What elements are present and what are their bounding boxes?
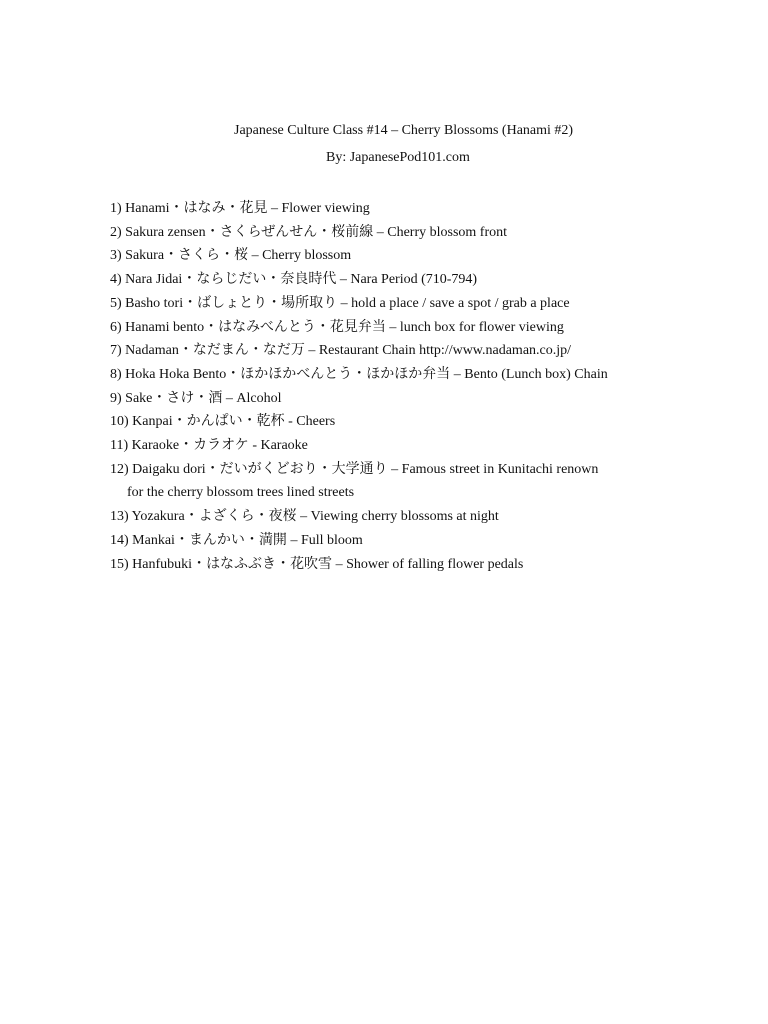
vocab-item: 3) Sakura・さくら・桜 – Cherry blossom <box>110 248 352 264</box>
vocab-number: 14) <box>110 532 129 548</box>
vocab-romaji: Hoka Hoka Bento <box>125 366 227 382</box>
vocab-kana: さくら <box>178 248 221 264</box>
vocab-number: 10) <box>110 414 129 430</box>
vocab-kana: だいがくどおり <box>219 461 318 477</box>
vocab-kana: よざくら <box>198 509 255 525</box>
vocab-kana: はなみべんとう <box>218 319 316 335</box>
vocab-kanji: 場所取り <box>281 295 338 311</box>
vocab-kana: ばしょとり <box>197 295 268 311</box>
vocab-number: 1) <box>110 201 122 216</box>
vocab-list <box>110 197 710 576</box>
vocab-kanji: 桜 <box>234 248 249 264</box>
vocab-item: 6) Hanami bento・はなみべんとう・花見弁当 – lunch box for flower viewing <box>110 319 564 335</box>
vocab-romaji: Basho tori <box>125 295 184 311</box>
vocab-separator: – <box>225 390 233 406</box>
vocab-meaning: Viewing cherry blossoms at night <box>310 509 499 525</box>
vocab-meaning-continuation: for the cherry blossom trees lined streets <box>127 485 355 501</box>
vocab-number: 13) <box>110 509 129 525</box>
vocab-meaning: hold a place / save a spot / grab a place <box>351 295 570 311</box>
vocab-kanji: 大学通り <box>331 461 388 477</box>
vocab-number: 9) <box>110 390 122 406</box>
vocab-kanji: 桜前線 <box>331 224 374 240</box>
vocab-meaning: Flower viewing <box>281 201 370 216</box>
vocab-number: 3) <box>110 248 122 264</box>
vocab-meaning: Full bloom <box>300 532 363 548</box>
vocab-romaji: Mankai <box>132 532 175 548</box>
vocab-separator: – <box>376 224 384 240</box>
vocab-meaning: Bento (Lunch box) Chain <box>464 366 608 382</box>
vocab-meaning: Restaurant Chain http://www.nadaman.co.jp/ <box>318 343 572 359</box>
vocab-separator: – <box>340 295 348 311</box>
vocab-kanji: 花吹雪 <box>290 556 333 572</box>
vocab-separator: – <box>271 201 278 216</box>
vocab-romaji: Sake <box>125 390 153 406</box>
vocab-romaji: Hanfubuki <box>132 556 193 572</box>
vocab-romaji: Hanami bento <box>125 319 205 335</box>
vocab-meaning: Nara Period (710-794) <box>350 272 478 288</box>
vocab-item: 4) Nara Jidai・ならじだい・奈良時代 – Nara Period (710-794) <box>110 272 478 288</box>
vocab-kanji: 満開 <box>258 532 287 548</box>
document-byline: By: JapanesePod101.com <box>326 150 470 165</box>
vocab-number: 6) <box>110 319 122 335</box>
vocab-item: 8) Hoka Hoka Bento・ほかほかべんとう・ほかほか弁当 – Bento (Lunch box) Chain <box>110 366 608 382</box>
vocab-kanji: 乾杯 <box>256 414 285 430</box>
vocab-separator: - <box>252 438 257 454</box>
vocab-meaning: Famous street in Kunitachi renown <box>401 461 599 477</box>
vocab-item: 13) Yozakura・よざくら・夜桜 – Viewing cherry blossoms at night <box>110 509 499 525</box>
vocab-item: 12) Daigaku dori・だいがくどおり・大学通り – Famous street in Kunitachi renown for the cherry blossom trees lined streets <box>110 458 710 505</box>
vocab-meaning: Cherry blossom <box>262 248 352 264</box>
vocab-kana: はなみ <box>183 201 226 216</box>
vocab-romaji: Daigaku dori <box>132 461 206 477</box>
vocab-kanji: 奈良時代 <box>280 272 337 288</box>
vocab-item: 7) Nadaman・なだまん・なだ万 – Restaurant Chain http://www.nadaman.co.jp/ <box>110 343 572 359</box>
vocab-separator: – <box>335 556 343 572</box>
vocab-item: 14) Mankai・まんかい・満開 – Full bloom <box>110 532 363 548</box>
vocab-meaning: lunch box for flower viewing <box>399 319 564 335</box>
vocab-romaji: Nadaman <box>125 343 179 359</box>
vocab-kanji: ほかほか弁当 <box>366 366 451 382</box>
vocab-number: 7) <box>110 343 122 359</box>
vocab-romaji: Sakura zensen <box>125 224 206 240</box>
vocab-separator: – <box>290 532 298 548</box>
vocab-number: 5) <box>110 295 122 311</box>
vocab-separator: – <box>339 272 347 288</box>
vocab-separator: – <box>389 319 397 335</box>
vocab-number: 12) <box>110 461 129 477</box>
vocab-kanji: 酒 <box>208 390 223 406</box>
vocab-kanji: 花見 <box>239 201 268 216</box>
vocab-item: 5) Basho tori・ばしょとり・場所取り – hold a place / save a spot / grab a place <box>110 295 570 311</box>
vocab-number: 15) <box>110 556 129 572</box>
vocab-meaning: Alcohol <box>236 390 282 406</box>
vocab-item: 2) Sakura zensen・さくらぜんせん・桜前線 – Cherry blossom front <box>110 224 507 240</box>
document-title: Japanese Culture Class #14 – Cherry Blossoms (Hanami #2) <box>234 123 574 138</box>
vocab-meaning: Shower of falling flower pedals <box>346 556 524 572</box>
vocab-romaji: Yozakura <box>131 509 185 525</box>
vocab-kanji: 花見弁当 <box>329 319 386 335</box>
vocab-number: 11) <box>110 438 129 454</box>
vocab-separator: – <box>251 248 259 264</box>
vocab-number: 4) <box>110 272 122 288</box>
vocab-meaning: Karaoke <box>260 438 308 454</box>
vocab-separator: - <box>288 414 293 430</box>
vocab-kana: ならじだい <box>196 272 267 288</box>
vocab-romaji: Kanpai <box>132 414 173 430</box>
vocab-item: 11) Karaoke・カラオケ - Karaoke <box>110 438 308 454</box>
vocab-romaji: Hanami <box>125 201 170 216</box>
vocab-kana: まんかい <box>188 532 245 548</box>
vocab-kana: ほかほかべんとう <box>240 366 353 382</box>
vocab-romaji: Sakura <box>125 248 165 264</box>
vocab-item: 10) Kanpai・かんぱい・乾杯 - Cheers <box>110 414 336 430</box>
vocab-kanji: なだ万 <box>262 343 305 359</box>
vocab-separator: – <box>308 343 316 359</box>
vocab-meaning: Cherry blossom front <box>387 224 507 240</box>
vocab-separator: – <box>391 461 399 477</box>
vocab-romaji: Karaoke <box>131 438 180 454</box>
vocab-item: 9) Sake・さけ・酒 – Alcohol <box>110 390 282 406</box>
vocab-meaning: Cheers <box>296 414 336 430</box>
vocab-item: 15) Hanfubuki・はなふぶき・花吹雪 – Shower of falling flower pedals <box>110 556 524 572</box>
vocab-kana: はなふぶき <box>206 556 277 572</box>
vocab-item: 1) Hanami・はなみ・花見 – Flower viewing <box>110 201 370 216</box>
vocab-romaji: Nara Jidai <box>125 272 183 288</box>
vocab-kanji: 夜桜 <box>268 509 297 525</box>
vocab-separator: – <box>300 509 308 525</box>
vocab-kana: カラオケ <box>193 438 249 454</box>
vocab-separator: – <box>453 366 461 382</box>
vocab-kana: かんぱい <box>186 414 243 430</box>
vocab-kana: さくらぜんせん <box>219 224 318 240</box>
vocab-number: 2) <box>110 224 122 240</box>
vocab-kana: なだまん <box>192 343 249 359</box>
vocab-kana: さけ <box>166 390 195 406</box>
vocab-number: 8) <box>110 366 122 382</box>
